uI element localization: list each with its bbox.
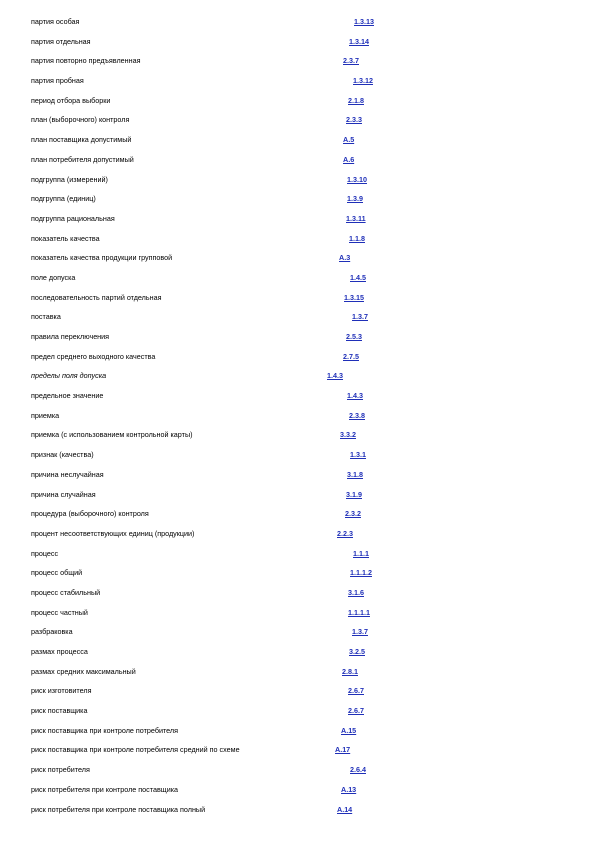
index-reference-link[interactable]: 1.3.14 [349,36,369,46]
index-term: процесс [31,548,59,558]
index-entry [0,703,595,723]
index-reference-link[interactable]: 3.1.9 [346,489,362,499]
index-entry [0,723,595,743]
index-reference-link[interactable]: 3.1.6 [348,587,364,597]
index-reference-link[interactable]: А.15 [341,725,357,735]
index-entry [0,211,595,231]
index-entry [0,506,595,526]
index-entry [0,14,595,34]
index-reference-link[interactable]: 2.5.3 [346,332,362,341]
index-reference-link[interactable]: 2.3.2 [345,509,361,519]
index-term: причина неслучайная [31,469,104,479]
index-reference-link[interactable]: 1.4.3 [327,371,343,381]
index-reference-link[interactable]: А.6 [343,154,355,164]
index-term: предельное значение [31,391,104,401]
index-term: приемка [31,410,60,420]
index-term: партия особая [31,17,80,26]
index-term: риск поставщика [31,706,88,716]
index-reference-link[interactable]: 1.1.1.1 [348,607,370,617]
index-term: показатель качества продукции групповой [31,253,173,263]
index-entry [0,231,595,251]
index-reference-link[interactable]: 1.1.8 [349,233,365,243]
index-term: план потребителя допустимый [31,154,134,164]
index-reference-link[interactable]: 1.1.1 [353,548,369,558]
index-reference-link[interactable]: 2.6.7 [348,706,364,716]
index-reference-link[interactable]: 2.6.7 [348,686,364,696]
index-entry [0,93,595,113]
index-reference-link[interactable]: 2.1.8 [348,95,364,105]
index-term: признак (качества) [31,450,94,460]
index-entry [0,152,595,172]
index-entry [0,73,595,93]
index-reference-link[interactable]: 1.4.5 [350,272,366,282]
index-entry [0,546,595,566]
terms-index [0,14,595,821]
index-reference-link[interactable]: 3.3.2 [340,430,356,440]
index-entry [0,290,595,310]
index-term: период отбора выборки [31,95,111,105]
index-term: план поставщика допустимый [31,135,132,145]
index-term: пределы поля допуска [31,371,107,381]
index-reference-link[interactable]: 2.7.5 [343,351,359,361]
index-reference-link[interactable]: 1.3.7 [352,312,368,322]
index-entry [0,427,595,447]
index-entry [0,565,595,585]
index-entry [0,191,595,211]
index-reference-link[interactable]: 2.3.7 [343,56,359,66]
index-term: партия повторно предъявленная [31,56,141,66]
index-reference-link[interactable]: 2.8.1 [342,666,358,676]
index-entry [0,664,595,684]
index-entry [0,250,595,270]
index-entry [0,172,595,192]
index-term: подгруппа рациональная [31,213,115,223]
index-term: размах средних максимальный [31,666,136,676]
index-entry [0,132,595,152]
index-term: процесс общий [31,568,83,578]
index-reference-link[interactable]: 3.1.8 [347,469,363,479]
index-entry [0,388,595,408]
index-entry [0,526,595,546]
index-reference-link[interactable]: 2.3.8 [349,410,365,420]
index-entry [0,270,595,290]
index-term: правила переключения [31,332,110,341]
index-entry [0,742,595,762]
index-reference-link[interactable]: 1.3.7 [352,627,368,637]
index-reference-link[interactable]: 2.2.3 [337,528,353,538]
index-reference-link[interactable]: А.13 [341,784,357,794]
index-term: риск потребителя [31,765,90,775]
index-entry [0,368,595,388]
index-entry [0,762,595,782]
index-reference-link[interactable]: 2.6.4 [350,765,366,775]
index-term: причина случайная [31,489,96,499]
index-entry [0,329,595,349]
index-term: приемка (с использованием контрольной карты) [31,430,193,440]
index-reference-link[interactable]: 1.3.12 [353,76,373,86]
index-term: процедура (выборочного) контроля [31,509,149,519]
index-term: партия пробная [31,76,84,86]
index-entry [0,34,595,54]
index-entry [0,802,595,822]
index-term: риск потребителя при контроле поставщика полный [31,804,206,814]
index-reference-link[interactable]: А.14 [337,804,353,814]
index-entry [0,467,595,487]
index-reference-link[interactable]: А.17 [335,745,351,755]
index-entry [0,644,595,664]
index-term: партия отдельная [31,36,91,46]
index-term: план (выборочного) контроля [31,115,130,125]
index-reference-link[interactable]: 1.3.1 [350,450,366,460]
index-term: риск поставщика при контроле потребителя [31,725,179,735]
index-reference-link[interactable]: 2.3.3 [346,115,362,125]
index-entry [0,349,595,369]
index-entry [0,408,595,428]
index-entry [0,605,595,625]
index-term: процесс частный [31,607,88,617]
index-term: подгруппа (единиц) [31,194,96,204]
index-entry [0,683,595,703]
index-entry [0,309,595,329]
index-reference-link[interactable]: А.3 [339,253,351,263]
index-term: разбраковка [31,627,73,637]
index-term: риск поставщика при контроле потребителя средний по схеме [31,745,240,755]
index-reference-link[interactable]: А.5 [343,135,355,145]
index-reference-link[interactable]: 1.3.11 [346,213,366,223]
index-reference-link[interactable]: 3.2.5 [349,647,365,656]
index-term: подгруппа (измерений) [31,174,108,184]
index-reference-link[interactable]: 1.3.10 [347,174,367,184]
index-term: предел среднего выходного качества [31,351,156,361]
index-entry [0,624,595,644]
index-reference-link[interactable]: 1.4.3 [347,391,363,401]
index-term: показатель качества [31,233,100,243]
index-entry [0,487,595,507]
index-term: риск изготовителя [31,686,92,696]
index-reference-link[interactable]: 1.1.1.2 [350,568,372,578]
index-term: процент несоответствующих единиц (продукции) [31,528,195,538]
index-term: поставка [31,312,61,322]
index-entry [0,585,595,605]
index-term: размах процесса [31,647,88,656]
index-reference-link[interactable]: 1.3.15 [344,292,364,302]
index-entry [0,447,595,467]
index-entry [0,112,595,132]
index-term: риск потребителя при контроле поставщика [31,784,179,794]
index-term: поле допуска [31,272,76,282]
index-entry [0,782,595,802]
index-reference-link[interactable]: 1.3.13 [354,17,374,26]
index-term: процесс стабильный [31,587,101,597]
index-entry [0,53,595,73]
index-term: последовательность партий отдельная [31,292,162,302]
index-reference-link[interactable]: 1.3.9 [347,194,363,204]
